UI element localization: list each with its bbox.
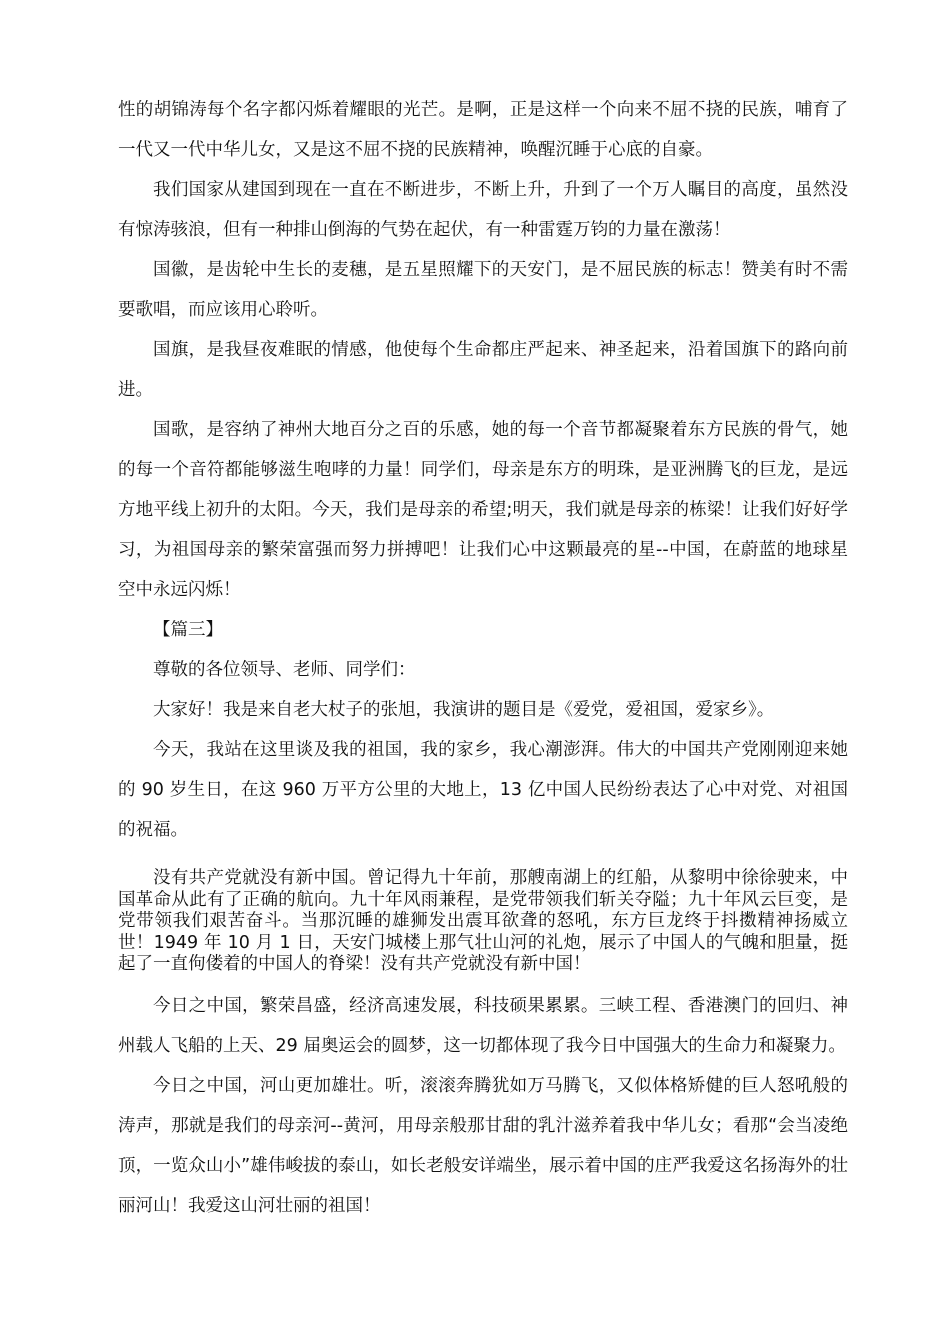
document-page — [118, 90, 848, 1226]
paragraph-national-emblem: 国徽，是齿轮中生长的麦穗，是五星照耀下的天安门，是不屈民族的标志！赞美有时不需要歌唱，而应该用心聆听。 — [118, 260, 848, 320]
paragraph-national-anthem: 国歌，是容纳了神州大地百分之百的乐感，她的每一个音节都凝聚着东方民族的骨气，她的每一个音符都能够滋生咆哮的力量！同学们，母亲是东方的明珠，是亚洲腾飞的巨龙，是远方地平线上初升的太阳。今天，我们是母亲的希望;明天，我们就是母亲的栋梁！让我们好好学习，为祖国母亲的繁荣富强而努力拼搏吧！让我们心中这颗最亮的星--中国，在蔚蓝的地球星空中永远闪烁！ — [118, 420, 848, 600]
paragraph-continuation: 性的胡锦涛每个名字都闪烁着耀眼的光芒。是啊，正是这样一个向来不屈不挠的民族，哺育了一代又一代中华儿女，又是这不屈不挠的民族精神，唤醒沉睡于心底的自豪。 — [118, 100, 848, 160]
paragraph-rivers-mountains: 今日之中国，河山更加雄壮。听，滚滚奔腾犹如万马腾飞，又似体格矫健的巨人怒吼般的涛声，那就是我们的母亲河--黄河，用母亲般那甘甜的乳汁滋养着我中华儿女；看那“会当凌绝顶，一览众山小”雄伟峻拔的泰山，如长老般安详端坐，展示着中国的庄严我爱这名扬海外的壮丽河山！我爱这山河壮丽的祖国！ — [118, 1075, 848, 1216]
paragraph-prosperity: 今日之中国，繁荣昌盛，经济高速发展，科技硕果累累。三峡工程、香港澳门的回归、神州载人飞船的上天、29 届奥运会的圆梦，这一切都体现了我今日中国强大的生命力和凝聚力。 — [118, 995, 848, 1056]
paragraph-today: 今天，我站在这里谈及我的祖国，我的家乡，我心潮澎湃。伟大的中国共产党刚刚迎来她的 90 岁生日，在这 960 万平方公里的大地上，13 亿中国人民纷纷表达了心中对党、对祖国的祝福。 — [118, 740, 848, 840]
paragraph-national-flag: 国旗，是我昼夜难眠的情感，他使每个生命都庄严起来、神圣起来，沿着国旗下的路向前进。 — [118, 340, 848, 400]
paragraph-greeting: 大家好！我是来自老大杖子的张旭，我演讲的题目是《爱党，爱祖国，爱家乡》。 — [153, 700, 775, 720]
section-heading: 【篇三】 — [153, 620, 223, 640]
paragraph-salutation: 尊敬的各位领导、老师、同学们： — [153, 660, 416, 680]
paragraph-party-history: 没有共产党就没有新中国。曾记得九十年前，那艘南湖上的红船，从黎明中徐徐驶来，中国革命从此有了正确的航向。九十年风雨兼程，是党带领我们斩关夺隘；九十年风云巨变，是党带领我们艰苦奋斗。当那沉睡的雄狮发出震耳欲聋的怒吼，东方巨龙终于抖擞精神扬威立世！1949 年 10 月 1 日，天安门城楼上那气壮山河的礼炮，展示了中国人的气魄和胆量，挺起了一直佝偻着的中国人的脊梁！没有共产党就没有新中国！ — [118, 868, 848, 974]
paragraph-nation-progress: 我们国家从建国到现在一直在不断进步，不断上升，升到了一个万人瞩目的高度，虽然没有惊涛骇浪，但有一种排山倒海的气势在起伏，有一种雷霆万钧的力量在激荡！ — [118, 180, 848, 240]
